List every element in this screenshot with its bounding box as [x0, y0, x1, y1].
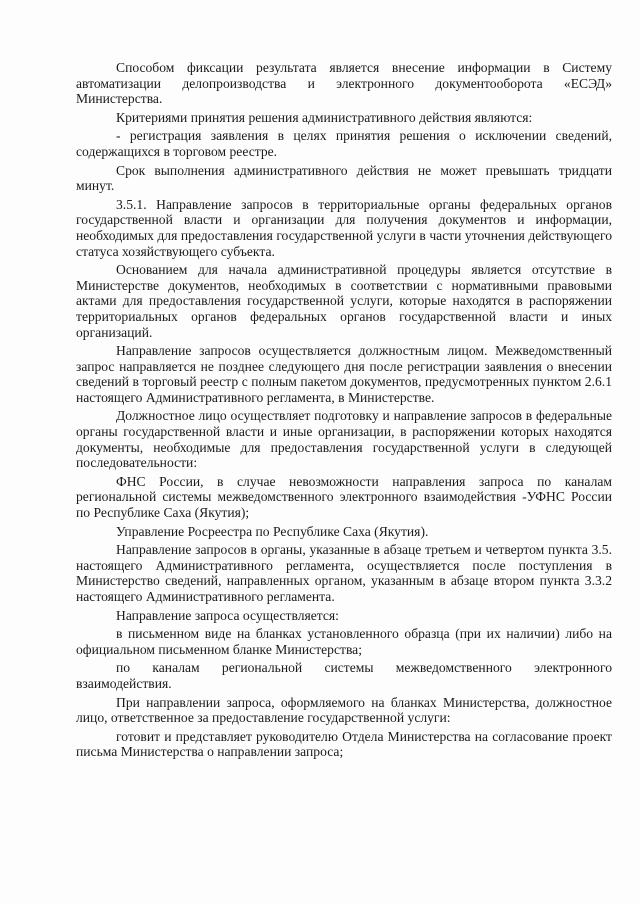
paragraph-request-order: Направление запросов в органы, указанные в абзаце третьем и четвертом пункта 3.5. настоящего Административного регламента, осуществляется после поступления в Министерство сведений, направленных органом, указанным в абзаце втором пункта 3.3.2 настоящего Административного регламента. — [76, 542, 612, 604]
paragraph-written-form: в письменном виде на бланках установленного образца (при их наличии) либо на официальном письменном бланке Министерства; — [76, 626, 612, 657]
paragraph-request-official: Направление запросов осуществляется должностным лицом. Межведомственный запрос направляется не позднее следующего дня после регистрации заявления о внесении сведений в торговый реестр с полным пакетом документов, предусмотренных пунктом 2.6.1 настоящего Административного регламента, в Министерстве. — [76, 343, 612, 405]
paragraph-rosreestr: Управление Росреестра по Республике Саха (Якутия). — [116, 523, 429, 539]
paragraph-result-fixation: Способом фиксации результата является внесение информации в Систему автоматизации делопроизводства и электронного документооборота «ЕСЭД» Министерства. — [76, 60, 612, 107]
paragraph-procedure-basis: Основанием для начала административной процедуры является отсутствие в Министерстве документов, необходимых в соответствии с нормативными правовыми актами для предоставления государственной услуги, которые находятся в распоряжении территориальных органов федеральных органов государственной власти и иных организаций. — [76, 262, 612, 340]
paragraph-ministry-forms: При направлении запроса, оформляемого на бланках Министерства, должностное лицо, ответственное за предоставление государственной услуги: — [76, 694, 612, 726]
paragraph-section-3-5-1: 3.5.1. Направление запросов в территориальные органы федеральных органов государственной власти и организации для получения документов и информации, необходимых для предоставления государственной услуги в части уточнения действующего статуса хозяйствующего субъекта. — [76, 196, 612, 259]
paragraph-request-sequence: Должностное лицо осуществляет подготовку и направление запросов в федеральные органы государственной власти и иные организации, в распоряжении которых находятся документы, необходимые для предоставления государственной услуги в следующей последовательности: — [76, 408, 612, 471]
paragraph-draft-letter: готовит и представляет руководителю Отдела Министерства на согласование проект письма Министерства о направлении запроса; — [76, 728, 612, 760]
paragraph-registration-item: - регистрация заявления в целях принятия решения о исключении сведений, содержащихся в торговом реестре. — [76, 128, 612, 159]
paragraph-electronic-channels: по каналам региональной системы межведомственного электронного взаимодействия. — [76, 660, 612, 691]
paragraph-action-deadline: Срок выполнения административного действия не может превышать тридцати минут. — [76, 162, 612, 194]
paragraph-fns-russia: ФНС России, в случае невозможности направления запроса по каналам региональной системы межведомственного электронного взаимодействия -УФНС России по Республике Саха (Якутия); — [76, 473, 612, 521]
paragraph-request-method: Направление запроса осуществляется: — [116, 607, 339, 623]
paragraph-decision-criteria: Критериями принятия решения административного действия являются: — [116, 109, 533, 125]
